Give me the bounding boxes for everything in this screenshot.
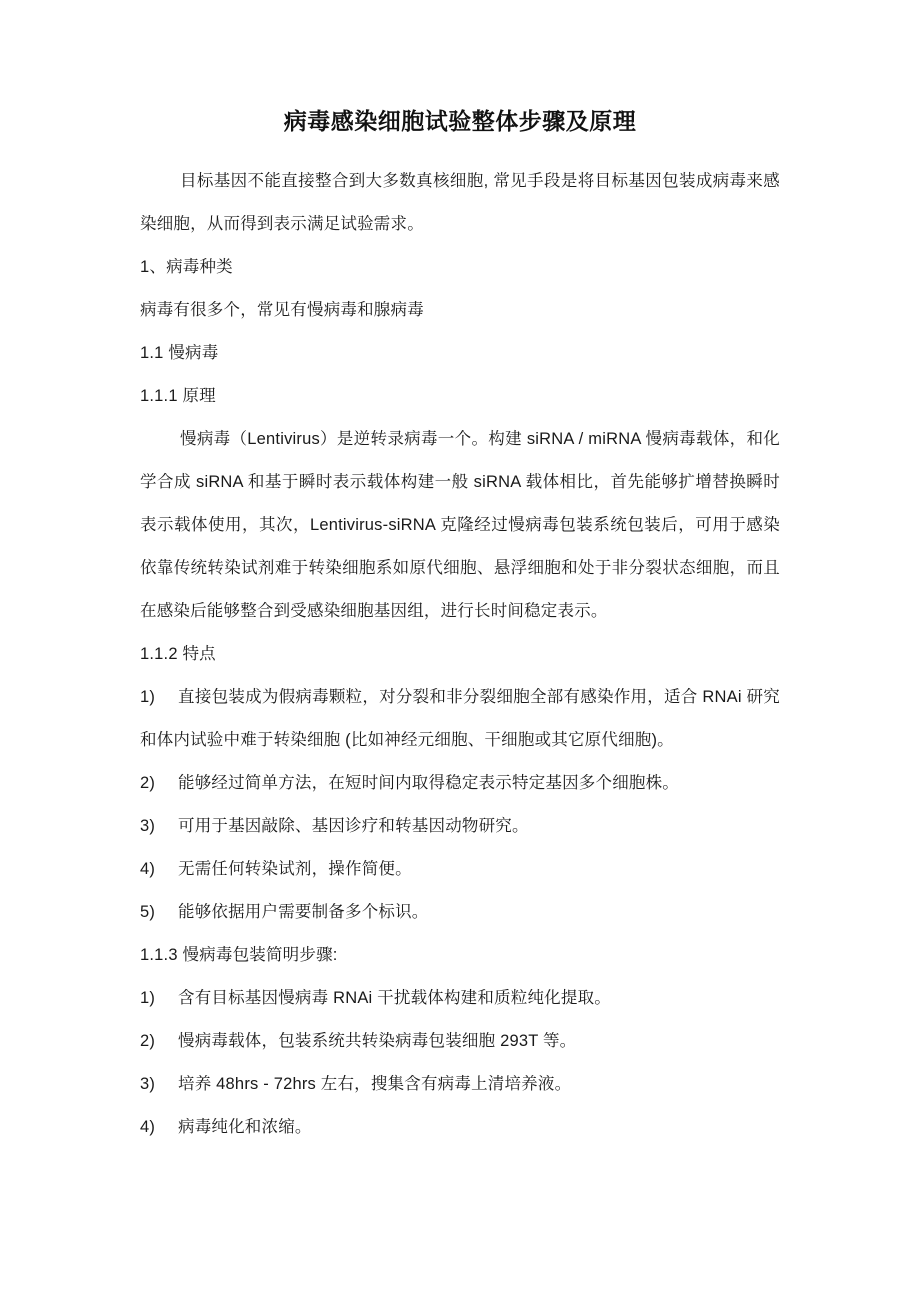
list-item-text: 培养 48hrs - 72hrs 左右，搜集含有病毒上清培养液。 — [178, 1075, 572, 1093]
list-item — [140, 977, 780, 1020]
section-heading-1: 1、病毒种类 — [140, 258, 233, 276]
features-list — [140, 676, 780, 934]
list-item-text: 可用于基因敲除、基因诊疗和转基因动物研究。 — [178, 817, 529, 835]
list-marker: 2) — [140, 1032, 156, 1050]
list-item — [140, 1063, 780, 1106]
section-1-text: 病毒有很多个，常见有慢病毒和腺病毒 — [140, 301, 424, 319]
list-item-text: 病毒纯化和浓缩。 — [178, 1118, 312, 1136]
section-heading-1-1-2: 1.1.2 特点 — [140, 645, 216, 663]
list-item — [140, 848, 780, 891]
list-item-text: 直接包装成为假病毒颗粒，对分裂和非分裂细胞全部有感染作用，适合 RNAi 研究和体内试验中难于转染细胞 (比如神经元细胞、干细胞或其它原代细胞)。 — [140, 688, 780, 749]
list-marker: 3) — [140, 817, 156, 835]
list-item-text: 能够经过简单方法，在短时间内取得稳定表示特定基因多个细胞株。 — [178, 774, 679, 792]
section-1-1-1-text: 慢病毒（Lentivirus）是逆转录病毒一个。构建 siRNA / miRNA 慢病毒载体，和化学合成 siRNA 和基于瞬时表示载体构建一般 siRNA 载体相比，首先能够扩增替换瞬时表示载体使用，其次，Lentivirus-siRNA 克隆经过慢病毒包装系统包装后，可用于感染依靠传统转染试剂难于转染细胞系如原代细胞、悬浮细胞和处于非分裂状态细胞，而且在感染后能够整合到受感染细胞基因组，进行长时间稳定表示。 — [140, 430, 780, 620]
section-heading-1-1-1: 1.1.1 原理 — [140, 387, 216, 405]
list-marker: 2) — [140, 774, 156, 792]
list-item — [140, 676, 780, 762]
list-item-text: 慢病毒载体，包装系统共转染病毒包装细胞 293T 等。 — [178, 1032, 577, 1050]
list-item — [140, 805, 780, 848]
steps-list — [140, 977, 780, 1149]
intro-paragraph: 目标基因不能直接整合到大多数真核细胞, 常见手段是将目标基因包装成病毒来感染细胞，从而得到表示满足试验需求。 — [140, 172, 780, 233]
list-marker: 1) — [140, 688, 156, 706]
section-heading-1-1: 1.1 慢病毒 — [140, 344, 219, 362]
list-item-text: 无需任何转染试剂，操作简便。 — [178, 860, 412, 878]
list-item-text: 能够依据用户需要制备多个标识。 — [178, 903, 429, 921]
list-marker: 4) — [140, 1118, 156, 1136]
list-item — [140, 1020, 780, 1063]
list-marker: 4) — [140, 860, 156, 878]
list-item — [140, 762, 780, 805]
list-item — [140, 1106, 780, 1149]
page-title: 病毒感染细胞试验整体步骤及原理 — [283, 108, 637, 134]
list-marker: 5) — [140, 903, 156, 921]
list-marker: 1) — [140, 989, 156, 1007]
document-body — [140, 138, 780, 1149]
list-item — [140, 891, 780, 934]
section-heading-1-1-3: 1.1.3 慢病毒包装简明步骤: — [140, 946, 338, 964]
list-marker: 3) — [140, 1075, 156, 1093]
list-item-text: 含有目标基因慢病毒 RNAi 干扰载体构建和质粒纯化提取。 — [178, 989, 611, 1007]
